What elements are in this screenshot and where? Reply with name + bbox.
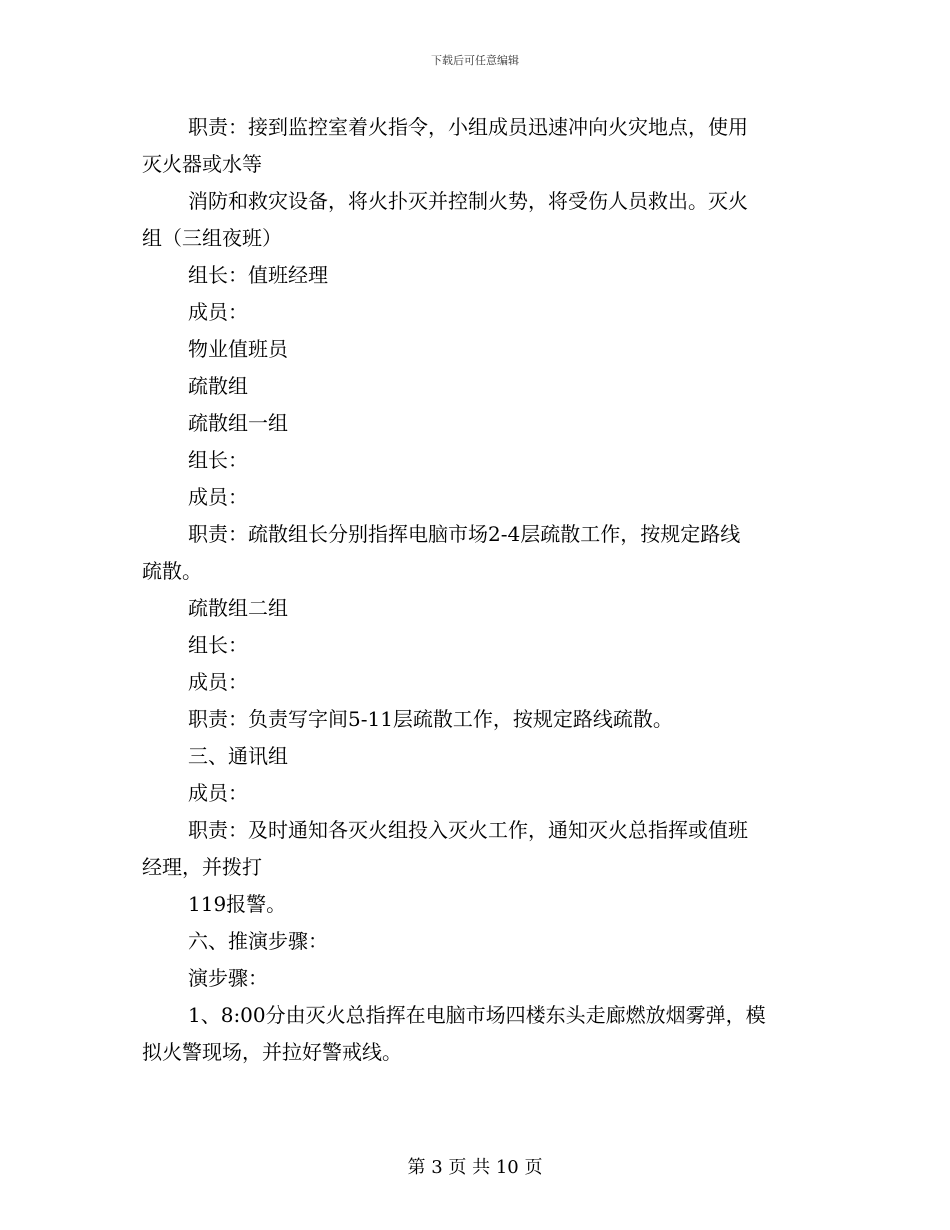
text-line: 灭火器或水等 [142, 152, 262, 176]
text-line: 119报警。 [188, 892, 287, 916]
text-line: 成员： [188, 670, 248, 694]
text-line: 疏散组二组 [188, 596, 288, 620]
text-line: 成员： [188, 485, 248, 509]
text-line: 经理，并拨打 [142, 855, 262, 879]
text-line: 1、8:00分由灭火总指挥在电脑市场四楼东头走廊燃放烟雾弹，模 [188, 1003, 766, 1027]
page-footer: 第 3 页 共 10 页 [407, 1157, 543, 1178]
text-line: 职责：疏散组长分别指挥电脑市场2-4层疏散工作，按规定路线 [188, 522, 741, 546]
text-line: 疏散组一组 [188, 411, 288, 435]
text-line: 职责：负责写字间5-11层疏散工作，按规定路线疏散。 [188, 707, 673, 731]
text-line: 职责：及时通知各灭火组投入灭火工作，通知灭火总指挥或值班 [188, 818, 748, 842]
text-line: 组长： [188, 448, 248, 472]
text-line: 职责：接到监控室着火指令，小组成员迅速冲向火灾地点，使用 [188, 115, 748, 139]
page-header: 下载后可任意编辑 [431, 54, 519, 67]
text-line: 六、推演步骤： [188, 929, 328, 953]
text-line: 消防和救灾设备，将火扑灭并控制火势，将受伤人员救出。灭火 [188, 189, 748, 213]
text-line: 三、通讯组 [188, 744, 288, 768]
text-line: 疏散组 [188, 374, 248, 398]
text-line: 组长：值班经理 [188, 263, 328, 287]
text-line: 物业值班员 [188, 337, 288, 361]
text-line: 拟火警现场，并拉好警戒线。 [142, 1040, 402, 1064]
document-body [142, 109, 810, 1071]
text-line: 成员： [188, 300, 248, 324]
text-line: 疏散。 [142, 559, 202, 583]
text-line: 组（三组夜班） [142, 226, 282, 250]
text-line: 组长： [188, 633, 248, 657]
text-line: 演步骤： [188, 966, 268, 990]
text-line: 成员： [188, 781, 248, 805]
